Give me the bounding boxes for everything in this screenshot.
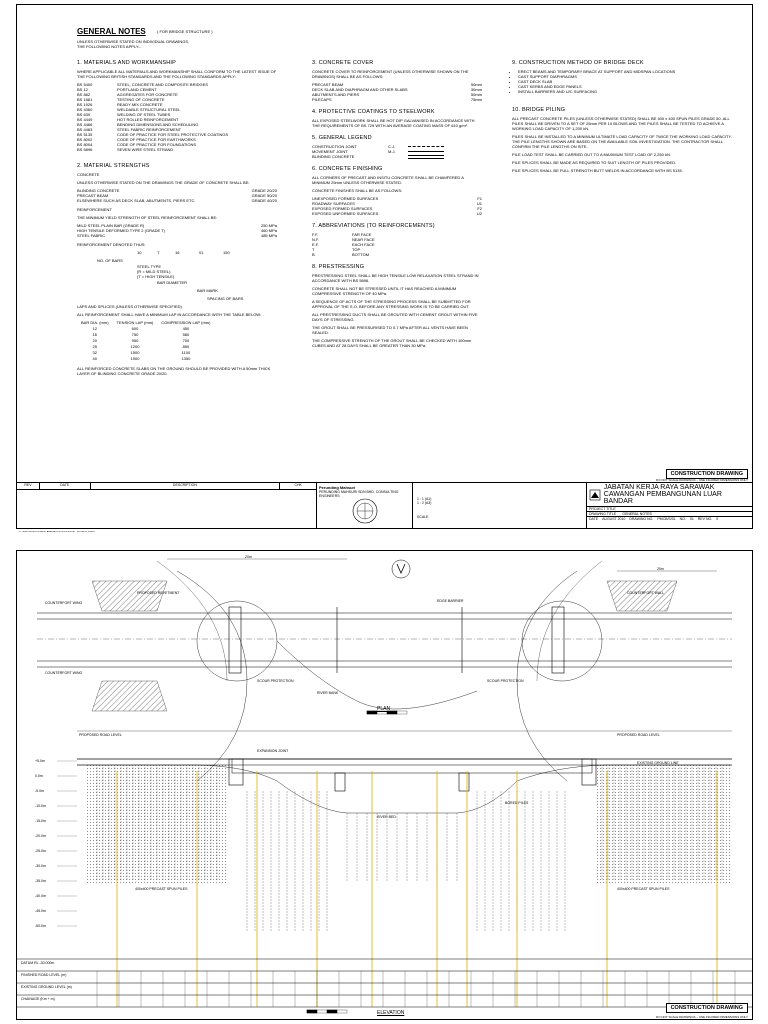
lap-header: COMPRESSION LAP (mm): [161, 320, 211, 325]
elev-note-ground: EXISTING GROUND LINE: [637, 761, 679, 765]
lap-row: [77, 356, 214, 362]
desc-header: DESCRIPTION: [91, 483, 281, 489]
standard-desc: READY MIX CONCRETE: [117, 102, 163, 107]
row-label-datum: DATUM RL -30.000m: [21, 961, 55, 965]
standard-desc: STEEL, CONCRETE AND COMPOSITE BRIDGES: [117, 82, 208, 87]
standard-desc: BENDING DIMENSIONS AND SCHEDULING: [117, 122, 199, 127]
revision-table: [17, 483, 317, 528]
method-item: • CAST DECK SLAB: [518, 79, 737, 84]
legend-item: MOVEMENT JOINT: [312, 149, 348, 154]
section-heading: 6. CONCRETE FINISHING: [312, 166, 383, 172]
agency-name: JABATAN KERJA RAYA SARAWAK: [603, 484, 715, 491]
legend-line-icon: [408, 155, 444, 159]
section-cover: [312, 61, 482, 102]
sheet-no-label: NO.: [679, 517, 686, 521]
grade-list: [77, 188, 277, 203]
cover-list: [312, 82, 482, 102]
method-item: • INSTALL BARRIERS AND U/C SURFACING: [518, 89, 737, 94]
notes-title: GENERAL NOTES: [77, 27, 146, 36]
grade-row: [77, 198, 277, 203]
plan-note-revetment: PROPOSED REVETMENT: [137, 591, 180, 595]
denote-part: (R = MILD STEEL): [137, 269, 171, 274]
standard-desc: PORTLAND CEMENT: [117, 87, 157, 92]
standard-code: BS 5135: [77, 132, 93, 137]
section-text: UNLESS OTHERWISE STATED ON THE DRAWINGS THE GRADE OF CONCRETE SHALL BE:: [77, 180, 250, 185]
plan-note-wing: COUNTERFORT WING: [45, 601, 83, 605]
standard-code: BS 1881: [77, 97, 93, 102]
legend-list: [312, 144, 482, 159]
project-title-label: PROJECT TITLE: [587, 507, 752, 512]
abbrev-code: T: [312, 247, 315, 252]
section-coatings: [312, 110, 482, 128]
abbrev-desc: FAR FACE: [352, 232, 372, 237]
lap-cell: 600: [131, 326, 139, 331]
consultant-name: Perunding Mahsuri: [319, 485, 356, 490]
lap-header: TENSION LAP (mm): [116, 320, 154, 325]
standard-desc: WELDABLE STRUCTURAL STEEL: [117, 107, 181, 112]
grade-row-value: GRADE 40/20: [251, 198, 277, 203]
elevation-label: ELEVATION: [377, 1010, 405, 1016]
level-label: -50.0m: [35, 924, 46, 928]
section-strengths: [77, 164, 277, 376]
standard-code: BS 8002: [77, 137, 93, 142]
level-label: -25.0m: [35, 849, 46, 853]
lap-cell: 16: [92, 332, 97, 337]
grade-row-value: GRADE 20/20: [251, 188, 277, 193]
construction-drawing-badge-2: CONSTRUCTION DRAWING: [666, 1003, 748, 1013]
section-method: [512, 61, 737, 94]
lap-cell: 580: [182, 332, 190, 337]
section-heading: 10. BRIDGE PILING: [512, 107, 566, 113]
rev-label: REV NO.: [697, 517, 713, 521]
finish-row-item: EXPOSED FORMED SURFACES: [312, 206, 373, 211]
dim-label-right: 20m: [657, 567, 664, 571]
sheet-no: 01: [689, 517, 694, 521]
prestress-para: ALL PRESTRESSING DUCTS SHALL BE GROUTED WITH CEMENT GROUT WITHIN FIVE DAYS OF STRESSING.: [312, 312, 478, 322]
section-heading: 9. CONSTRUCTION METHOD OF BRIDGE DECK: [512, 60, 644, 66]
standard-desc: CODE OF PRACTICE FOR EARTHWORKS: [117, 137, 196, 142]
level-label: 0.0m: [35, 774, 43, 778]
abbrev-code: F.F.: [312, 232, 319, 237]
lap-cell: 700: [182, 338, 190, 343]
piling-para: PILE SPLICES SHALL BE MADE AS REQUIRED TO SUIT LENGTH OF PILES PROVIDED.: [512, 160, 677, 165]
denote-token: 10: [137, 250, 142, 255]
reinf-row-value: 250 MPa: [260, 223, 277, 228]
notes-column-3: [512, 61, 737, 181]
plan-note-counterfort: COUNTERFORT WALL: [627, 591, 665, 595]
lap-cell: 25: [92, 344, 97, 349]
lap-cell: 32: [92, 350, 97, 355]
cover-row-value: 50mm: [470, 82, 482, 87]
title-block: [17, 482, 752, 528]
lap-cell: 450: [182, 326, 190, 331]
finish-row-value: F1: [477, 196, 482, 201]
plan-elevation-sheet: [16, 550, 753, 1020]
section-piling: [512, 108, 737, 173]
denote-token: 150: [223, 250, 230, 255]
level-label: -30.0m: [35, 864, 46, 868]
lap-cell: 1100: [181, 350, 191, 355]
section-heading: 7. ABBREVIATIONS (TO REINFORCEMENTS): [312, 223, 435, 229]
section-text: ALL REINFORCEMENT SHALL HAVE A MINIMUM LAP IN ACCORDANCE WITH THE TABLE BELOW:: [77, 312, 262, 317]
prestress-para: A SEQUENCE OF ACTS OF THE STRESSING PROCESS SHALL BE SUBMITTED FOR APPROVAL OF THE S.O. BEFORE ANY STRESSING WORK IS TO BE CARRIED OUT.: [312, 299, 471, 309]
agency-logo-icon: [589, 489, 601, 501]
drawing-no-label: DRAWING NO.: [629, 517, 654, 521]
plan-note-barrier: EDGE BARRIER: [437, 599, 464, 603]
sheet-gap: [0, 532, 768, 548]
lap-header: BAR DIA. (mm): [81, 320, 109, 325]
denote-part: (T = HIGH TENSILE): [137, 274, 175, 279]
lap-cell: 850: [182, 344, 190, 349]
standard-code: BS 4449: [77, 117, 93, 122]
section-label: REINFORCEMENT DENOTED THUS:: [77, 242, 146, 247]
section-heading: 8. PRESTRESSING: [312, 264, 365, 270]
denote-part: SPACING OF BARS: [207, 296, 244, 301]
cover-row-value: 75mm: [470, 97, 482, 102]
section-text: ALL EXPOSED STEELWORK SHALL BE HOT DIP GALVANISED IN ACCORDANCE WITH THE REQUIREMENTS OF BS 729 WITH AN AVERAGE COATING MASS OF 610 g/m².: [312, 118, 475, 128]
grade-row-value: GRADE 50/20: [251, 193, 277, 198]
plan-note-scour: SCOUR PROTECTION: [257, 679, 294, 683]
lap-cell: 750: [131, 332, 139, 337]
denote-part: BAR MARK: [197, 288, 218, 293]
drawing-title: GENERAL NOTES: [622, 512, 652, 516]
standard-desc: CODE OF PRACTICE FOR FOUNDATIONS: [117, 142, 197, 147]
prestress-para: CONCRETE SHALL NOT BE STRESSED UNTIL IT HAS REACHED A MINIMUM COMPRESSIVE STRENGTH OF 40 MPa.: [312, 286, 457, 296]
method-item: • ERECT BEAMS AND TEMPORARY BRACE AT SUPPORT AND MIDSPAN LOCATIONS: [518, 69, 737, 74]
elev-note-piles-2: 400x400 PRECAST SPUN PILES: [617, 887, 670, 891]
piling-para: PILE LOAD TEST SHALL BE CARRIED OUT TO A MAXIMUM TEST LOAD OF 2,250 kN.: [512, 152, 671, 157]
level-label: -5.0m: [35, 789, 44, 793]
abbrev-list: [312, 232, 482, 257]
section-heading: 3. CONCRETE COVER: [312, 60, 374, 66]
lap-cell: 12: [92, 326, 97, 331]
abbrev-code: E.F.: [312, 242, 319, 247]
section-label: REINFORCEMENT: [77, 207, 112, 212]
plan-note-scour-2: SCOUR PROTECTION: [487, 679, 524, 683]
reinf-list: [77, 223, 277, 238]
denote-part: BAR DIAMETER: [157, 280, 188, 285]
date-header: DATE: [40, 483, 91, 489]
lap-cell: 950: [131, 338, 139, 343]
level-label: -35.0m: [35, 879, 46, 883]
seal-icon: [345, 497, 385, 525]
signature-block: [413, 483, 587, 528]
scale-label: SCALE: [417, 515, 429, 519]
scale-warning: DO NOT SCALE DRAWINGS – USE FIGURED DIMENSIONS ONLY: [656, 478, 748, 482]
abbrev-code: N.F.: [312, 237, 320, 242]
row-label-frl: FINISHED ROAD LEVEL (m): [21, 973, 67, 977]
method-item: • CAST KERBS AND EDGE PANELS: [518, 84, 737, 89]
cover-row-item: PILECAPS: [312, 97, 332, 102]
denote-part: NO. OF BARS: [97, 258, 123, 263]
standard-code: BS 12: [77, 87, 88, 92]
notes-column-1: [77, 61, 277, 384]
standard-code: BS 5400: [77, 82, 93, 87]
abbrev-desc: EACH FACE: [352, 242, 375, 247]
standard-desc: TESTING OF CONCRETE: [117, 97, 165, 102]
finish-row-value: U2: [476, 211, 482, 216]
method-list: [512, 69, 737, 94]
standard-desc: STEEL FABRIC REINFORCEMENT: [117, 127, 182, 132]
standards-list: [77, 82, 277, 152]
cover-row-item: ABUTMENTS AND PIERS: [312, 92, 360, 97]
standard-code: BS 5896: [77, 147, 93, 152]
lap-cell: 1500: [130, 350, 140, 355]
elev-note-bored: BORED PILES: [505, 801, 529, 805]
plan-label: PLAN: [377, 706, 391, 712]
legend-line-icon: [408, 146, 444, 147]
section-materials: [77, 61, 277, 152]
section-text: ALL CORNERS OF PRECAST AND INSITU CONCRETE SHALL BE CHAMFERED A MINIMUM 25mm UNLESS OTHERWISE STATED.: [312, 175, 464, 185]
legend-code: M.J.: [388, 149, 396, 154]
legend-code: C.J.: [388, 144, 396, 149]
legend-row: [312, 154, 482, 159]
legend-item: CONSTRUCTION JOINT: [312, 144, 357, 149]
standard-desc: SEVEN WIRE STEEL STRAND: [117, 147, 174, 152]
section-heading: 1. MATERIALS AND WORKMANSHIP: [77, 60, 177, 66]
bridge-drawing: [17, 551, 752, 1019]
plan-note-wing-2: COUNTERFORT WING: [45, 671, 83, 675]
reinf-row-value: 485 MPa: [260, 233, 277, 238]
piling-para: ALL PRECAST CONCRETE PILES (UNLESS OTHERWISE STATED) SHALL BE 400 x 400 SPUN PILES GRADE 50. ALL PILES SHALL BE DRIVEN TO A SET OF 25mm PER 10 BLOWS AND THE PILES SHALL BE TESTED TO ACHIEVE A WORKING LOAD CAPACITY OF 1,200 kN.: [512, 116, 730, 131]
abbrev-desc: NEAR FACE: [352, 237, 375, 242]
row-label-chainage: CHAINAGE (Km + m): [21, 997, 55, 1001]
reinf-row-item: HIGH TENSILE DEFORMED TYPE 2 (GRADE T): [77, 228, 166, 233]
section-text: ALL REINFORCED CONCRETE SLABS ON THE GROUND SHOULD BE PROVIDED WITH A 50mm THICK LAYER OF BLINDING CONCRETE GRADE 20/20.: [77, 366, 271, 376]
plan-note-riverbank: RIVER BANK: [317, 691, 339, 695]
legend-line-icon: [408, 151, 444, 152]
elev-note-road: PROPOSED ROAD LEVEL: [79, 733, 122, 737]
level-label: -45.0m: [35, 909, 46, 913]
standard-code: BS 639: [77, 112, 91, 117]
standard-code: BS 882: [77, 92, 91, 97]
denote-token: 01: [199, 250, 204, 255]
drawing-no: PMCB/S/01: [657, 517, 676, 521]
section-prestressing: [312, 265, 482, 348]
elev-note-riverbed: RIVER BED: [377, 815, 396, 819]
standard-desc: WELDING OF STEEL TUBES: [117, 112, 171, 117]
agency-branch: CAWANGAN PEMBANGUNAN LUAR BANDAR: [603, 491, 722, 505]
lap-cell: 1900: [130, 356, 140, 361]
section-text: CONCRETE COVER TO REINFORCEMENT (UNLESS OTHERWISE SHOWN ON THE DRAWINGS) SHALL BE AS FOLLOWS:: [312, 69, 469, 79]
section-text: CONCRETE FINISHES SHALL BE AS FOLLOWS:: [312, 188, 403, 193]
standard-code: BS 1926: [77, 102, 93, 107]
cover-row: [312, 97, 482, 102]
cover-row-value: 30mm: [470, 87, 482, 92]
section-label: CONCRETE: [77, 172, 100, 177]
notes-intro: UNLESS OTHERWISE STATED ON INDIVIDUAL DRAWINGS, THE FOLLOWING NOTES APPLY:-: [77, 39, 190, 49]
denote-part: STEEL TYPE: [137, 264, 162, 269]
standard-desc: AGGREGATES FOR CONCRETE: [117, 92, 178, 97]
section-label: LAPS AND SPLICES (UNLESS OTHERWISE SPECIFIED): [77, 304, 182, 309]
rev-value: 0: [716, 517, 719, 521]
level-label: -10.0m: [35, 804, 46, 808]
reinf-row: [77, 233, 277, 238]
drawing-title-label: DRAWING TITLE: [589, 512, 617, 516]
prestress-list: [312, 273, 482, 348]
finish-row: [312, 211, 482, 216]
lap-cell: 1200: [130, 344, 140, 349]
standard-row: [77, 147, 277, 152]
abbrev-desc: BOTTOM: [352, 252, 370, 257]
prestress-para: THE GROUT SHALL BE PRESSURISED TO 0.7 MPa AFTER ALL VENTS HAVE BEEN SEALED.: [312, 325, 468, 335]
section-heading: 5. GENERAL LEGEND: [312, 135, 372, 141]
cover-row-item: PRECAST BEAM: [312, 82, 344, 87]
finish-row-value: U1: [476, 201, 482, 206]
prestress-para: THE COMPRESSIVE STRENGTH OF THE GROUT SHALL BE CHECKED WITH 100mm CUBES AND AT 28 DAYS SHALL BE GREATER THAN 30 MPa.: [312, 338, 472, 348]
level-label: +5.0m: [35, 759, 45, 763]
date-label: DATE: [589, 517, 599, 521]
piling-para: PILE SPLICES SHALL BE FULL STRENGTH BUTT WELDS IN ACCORDANCE WITH BS 5135.: [512, 168, 683, 173]
reinf-row-item: MILD STEEL PLAIN BAR (GRADE R): [77, 223, 145, 228]
level-label: -40.0m: [35, 894, 46, 898]
standard-desc: CODE OF PRACTICE FOR STEEL PROTECTIVE COATINGS: [117, 132, 229, 137]
section-finishing: [312, 167, 482, 216]
section-legend: [312, 136, 482, 159]
prestress-para: PRESTRESSING STEEL SHALL BE HIGH TENSILE LOW RELAXATION STEEL STRAND IN ACCORDANCE WITH BS 5896.: [312, 273, 479, 283]
consultant-line: PERUNDING MAHSURI SDN BHD, CONSULTING ENGINEERS: [319, 490, 399, 498]
abbrev-desc: TOP: [352, 247, 361, 252]
finish-row-item: EXPOSED UNFORMED SURFACES: [312, 211, 379, 216]
legend-item: BLINDING CONCRETE: [312, 154, 355, 159]
grade-row-item: PRECAST BEAM: [77, 193, 109, 198]
lap-cell: 1350: [181, 356, 191, 361]
denote-token: T: [157, 250, 160, 255]
reinf-row-item: STEEL FABRIC: [77, 233, 106, 238]
scale-value: 1 : 1 (A1) 1 : 2 (A3): [417, 497, 432, 505]
notes-column-2: [312, 61, 482, 356]
method-item: • CAST SUPPORT DIAPHRAGMS: [518, 74, 737, 79]
grade-row-item: ELSEWHERE SUCH AS DECK SLAB, ABUTMENTS, PIERS ETC.: [77, 198, 196, 203]
piling-para: PILES SHALL BE INSTALLED TO A MINIMUM ULTIMATE LOAD CAPACITY OF TWICE THE WORKING LOAD CAPACITY. THE PILE LENGTHS SHOWN ARE BASED ON THE AVAILABLE SOIL INVESTIGATION. THE CONTRACTOR SHALL CONFIRM THE PILE LENGTHS ON SITE.: [512, 134, 732, 149]
scale-warning-2: DO NOT SCALE DRAWINGS – USE FIGURED DIMENSIONS ONLY: [656, 1015, 748, 1019]
finish-row-value: F2: [477, 206, 482, 211]
level-label: -15.0m: [35, 819, 46, 823]
lap-cell: 40: [92, 356, 97, 361]
section-text: WHERE APPLICABLE ALL MATERIALS AND WORKMANSHIP SHALL CONFORM TO THE LATEST ISSUE OF THE FOLLOWING BRITISH STANDARDS AND THE FOLLOWING STANDARDS APPLY:: [77, 69, 277, 79]
date-value: AUGUST 2010: [602, 517, 626, 521]
lap-cell: 20: [92, 338, 97, 343]
consultant-block: [317, 483, 413, 528]
grade-row-item: BLINDING CONCRETE: [77, 188, 120, 193]
finish-row-item: UNEXPOSED FORMED SURFACES: [312, 196, 379, 201]
standard-desc: HOT ROLLED REINFORCEMENT: [117, 117, 179, 122]
section-abbreviations: [312, 224, 482, 257]
finish-list: [312, 196, 482, 216]
general-notes-sheet: [16, 4, 753, 529]
piling-list: [512, 116, 737, 173]
level-label: -20.0m: [35, 834, 46, 838]
lap-table: [77, 320, 214, 362]
elev-note-road-2: PROPOSED ROAD LEVEL: [617, 733, 660, 737]
reinf-denotation: [77, 250, 277, 304]
elevation-view: [17, 731, 752, 1013]
chk-header: CHK: [294, 483, 302, 487]
standard-code: BS 8004: [77, 142, 93, 147]
section-text: THE MINIMUM YIELD STRENGTH OF STEEL REINFORCEMENT SHALL BE:: [77, 215, 218, 220]
cover-row-value: 50mm: [470, 92, 482, 97]
standard-code: BS 4483: [77, 127, 93, 132]
denote-token: 16: [175, 250, 180, 255]
reinf-row-value: 460 MPa: [260, 228, 277, 233]
finish-row-item: ROADWAY SURFACES: [312, 201, 355, 206]
row-label-egl: EXISTING GROUND LEVEL (m): [21, 985, 72, 989]
abbrev-row: [312, 252, 482, 257]
section-heading: 2. MATERIAL STRENGTHS: [77, 163, 150, 169]
dim-label-left: 20m: [245, 555, 252, 559]
standard-code: BS 4360: [77, 107, 93, 112]
standard-code: BS 4466: [77, 122, 93, 127]
elev-note-piles: 400x400 PRECAST SPUN PILES: [135, 887, 188, 891]
construction-drawing-badge: CONSTRUCTION DRAWING: [666, 469, 748, 479]
agency-block: [587, 483, 752, 528]
abbrev-code: B: [312, 252, 315, 257]
rev-header: REV: [17, 483, 40, 489]
cover-row-item: DECK SLAB AND DIAPHRAGM AND OTHER SLABS: [312, 87, 408, 92]
section-heading: 4. PROTECTIVE COATINGS TO STEELWORK: [312, 109, 435, 115]
elev-note-joint: EXPANSION JOINT: [257, 749, 289, 753]
notes-subtitle: ( FOR BRIDGE STRUCTURE ): [157, 29, 213, 34]
